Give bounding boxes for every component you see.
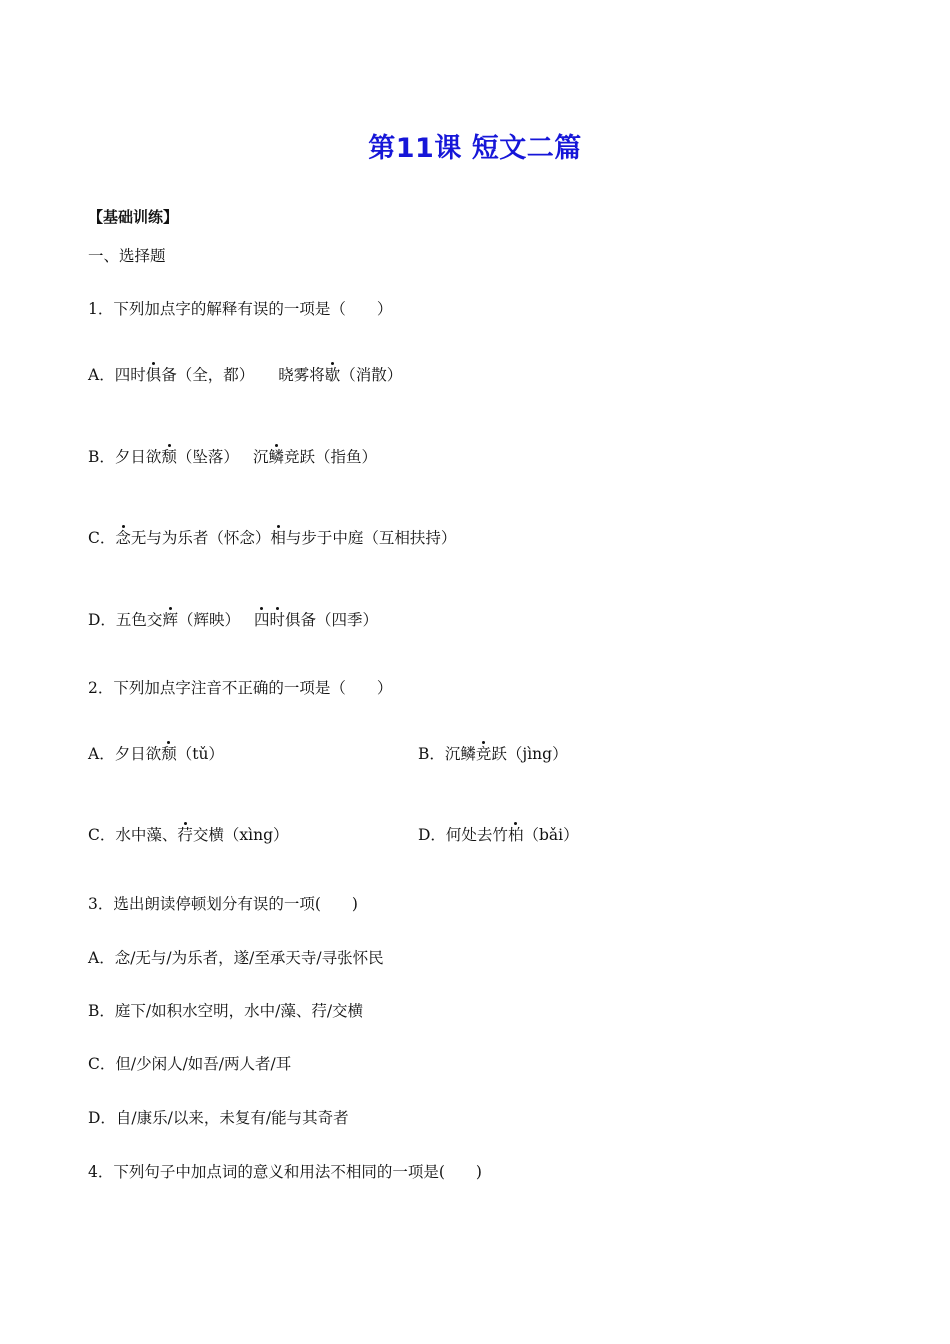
question-2-stem: 2．下列加点字注音不正确的一项是（ ） bbox=[88, 679, 393, 697]
q1-option-c bbox=[88, 526, 456, 550]
q2-option-c bbox=[88, 823, 289, 847]
option-text: （bǎi） bbox=[523, 826, 579, 844]
dotted-char: 念 bbox=[115, 526, 131, 550]
option-text: 晓雾将 bbox=[278, 366, 325, 384]
dotted-char: 颓 bbox=[161, 445, 177, 469]
option-text: （消散） bbox=[340, 366, 403, 384]
dotted-char: 歇 bbox=[325, 363, 341, 387]
q1-option-d bbox=[88, 608, 378, 632]
option-text: （tǔ） bbox=[176, 745, 224, 763]
section-heading: 【基础训练】 bbox=[88, 208, 179, 226]
dotted-char: 柏 bbox=[508, 823, 524, 847]
option-text: 交横（xìng） bbox=[192, 826, 289, 844]
option-text: 无与为乐者（怀念） bbox=[130, 529, 271, 547]
option-text: 与步于中庭（互相扶持） bbox=[285, 529, 457, 547]
question-1-stem: 1．下列加点字的解释有误的一项是（ ） bbox=[88, 300, 393, 318]
page-title: 第11课 短文二篇 bbox=[368, 133, 582, 164]
option-text: B．沉鳞 bbox=[418, 745, 476, 763]
dotted-char: 俱 bbox=[146, 363, 162, 387]
q1-option-a bbox=[88, 363, 402, 387]
dotted-char: 相 bbox=[270, 526, 286, 550]
dotted-char: 荇 bbox=[177, 823, 193, 847]
option-text: B．夕日欲 bbox=[88, 448, 162, 466]
option-text: A．夕日欲 bbox=[88, 745, 162, 763]
option-text: （坠落） bbox=[176, 448, 239, 466]
option-text: 沉 bbox=[252, 448, 269, 466]
option-text: 备（全，都） bbox=[161, 366, 255, 384]
option-text: C． bbox=[88, 529, 116, 547]
dotted-char: 鳞 bbox=[268, 445, 284, 469]
q2-option-b bbox=[418, 742, 568, 766]
dotted-char: 时 bbox=[269, 608, 285, 632]
question-3-stem: 3．选出朗读停顿划分有误的一项( ) bbox=[88, 895, 358, 913]
option-text: D．五色交 bbox=[88, 611, 163, 629]
dotted-char: 辉 bbox=[162, 608, 178, 632]
option-text: 竞跃（指鱼） bbox=[283, 448, 377, 466]
part-heading: 一、选择题 bbox=[88, 247, 166, 265]
q3-option-a: A．念/无与/为乐者，遂/至承天寺/寻张怀民 bbox=[88, 949, 384, 967]
option-text: 跃（jìng） bbox=[491, 745, 568, 763]
option-text: 俱备（四季） bbox=[285, 611, 379, 629]
option-text: A．四时 bbox=[88, 366, 146, 384]
question-4-stem: 4．下列句子中加点词的意义和用法不相同的一项是( ) bbox=[88, 1163, 482, 1181]
q3-option-d: D．自/康乐/以来，未复有/能与其奇者 bbox=[88, 1109, 349, 1127]
option-text: （辉映） bbox=[177, 611, 240, 629]
q2-option-a bbox=[88, 742, 224, 766]
option-text: D．何处去竹 bbox=[418, 826, 508, 844]
q1-option-b bbox=[88, 445, 377, 469]
q2-option-d bbox=[418, 823, 579, 847]
dotted-char: 颓 bbox=[161, 742, 177, 766]
dotted-char: 四 bbox=[254, 608, 270, 632]
dotted-char: 竞 bbox=[476, 742, 492, 766]
q3-option-b: B．庭下/如积水空明，水中/藻、荇/交横 bbox=[88, 1002, 364, 1020]
option-text: C．水中藻、 bbox=[88, 826, 178, 844]
q3-option-c: C．但/少闲人/如吾/两人者/耳 bbox=[88, 1055, 292, 1073]
